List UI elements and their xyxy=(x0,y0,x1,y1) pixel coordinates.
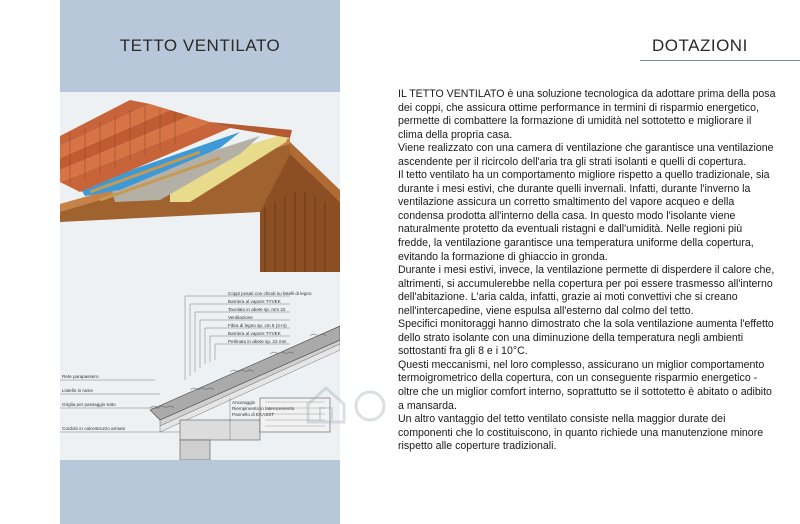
diagram-label: Tavolato in abete sp. mm 22 xyxy=(228,307,286,312)
left-title: TETTO VENTILATO xyxy=(119,36,281,55)
diagram-label: Perlinato in abete sp. 22 mm xyxy=(228,339,287,344)
body-text xyxy=(398,88,776,454)
diagram-label: Fibra di legno sp. cm 8 (4+4) xyxy=(228,323,287,328)
paragraph: Durante i mesi estivi, invece, la ventilazione permette di disperdere il calore che, altrimenti, si accumulerebbe nella copertura per poi essere trasmesso all'interno dell'abitazione. L'aria calda, infatti, grazie ai moti convettivi che si creano nell'intercapedine, viene espulsa all'esterno dal colmo del tetto. xyxy=(398,264,775,317)
diagram-top-labels xyxy=(228,290,338,346)
paragraph: Il tetto ventilato ha un comportamento migliore rispetto a quello tradizionale, sia durante i mesi estivi, che durante quelli invernali. Infatti, durante l'inverno la ventilazione assicura un corretto smaltimento del vapore acqueo e della condensa prodotta all'interno della casa. In questo modo l'isolante viene naturalmente protetto da eventuali ristagni e dall'umidità. Nelle regioni più fredde, la ventilazione garantisce una temperatura uniforme della copertura, evitando la formazione di ghiaccio in gronda. xyxy=(398,169,770,263)
diagram-label: Pannello di EKASST xyxy=(232,412,275,417)
diagram-label: Ventilazione xyxy=(228,315,253,320)
diagram-label: Cordolo in calcestruzzo armato xyxy=(62,426,126,431)
paragraph: Viene realizzato con una camera di ventilazione che garantisce una ventilazione ascendente per il ricircolo dell'aria tra gli strati isolanti e quelli di copertura. xyxy=(398,142,774,168)
paragraph: IL TETTO VENTILATO è una soluzione tecnologica da adottare prima della posa dei coppi, che assicura ottime performance in termini di risparmio energetico, permette di combattere la formazione di umidità nel sottotetto e migliorare il clima della propria casa. xyxy=(398,88,776,141)
diagram-label: Barriera al vapore TYVEK xyxy=(228,331,281,336)
diagram-label: Rete parapassero xyxy=(62,374,99,379)
diagram-label: Listello in rame xyxy=(62,388,93,393)
diagram-label: Riempimento in laterocemento xyxy=(232,406,295,411)
illustration-panel xyxy=(60,0,340,524)
right-title: DOTAZIONI xyxy=(652,36,748,55)
paragraph: Specifici monitoraggi hanno dimostrato che la sola ventilazione aumenta l'effetto dello strato isolante con una diminuzione della temperatura negli ambienti sottostanti fra gli 8 e i 10°C. xyxy=(398,318,774,358)
roof-cutaway-illustration xyxy=(60,92,340,272)
diagram-left-labels xyxy=(62,374,152,431)
diagram-label: Griglia per passaggio tutto xyxy=(62,402,116,407)
diagram-label: Ancoraggio xyxy=(232,400,256,405)
left-footer-band xyxy=(60,460,340,524)
paragraph: Questi meccanismi, nel loro complesso, assicurano un miglior comportamento termoigrometrico della copertura, con un conseguente risparmio energetico - oltre che un miglior comfort interno, soprattutto se il sottotetto è abitato o adibito a mansarda. xyxy=(398,358,772,412)
paragraph: Un altro vantaggio del tetto ventilato consiste nella maggior durate dei componenti che lo costituiscono, in quanto richiede una manutenzione minore rispetto alle coperture tradizionali. xyxy=(398,413,764,453)
diagram-label: Coppi posati con chiodi su listelli di legno xyxy=(228,291,312,296)
title-divider xyxy=(640,60,800,61)
diagram-label: Barriera al vapore TYVEK xyxy=(228,299,281,304)
